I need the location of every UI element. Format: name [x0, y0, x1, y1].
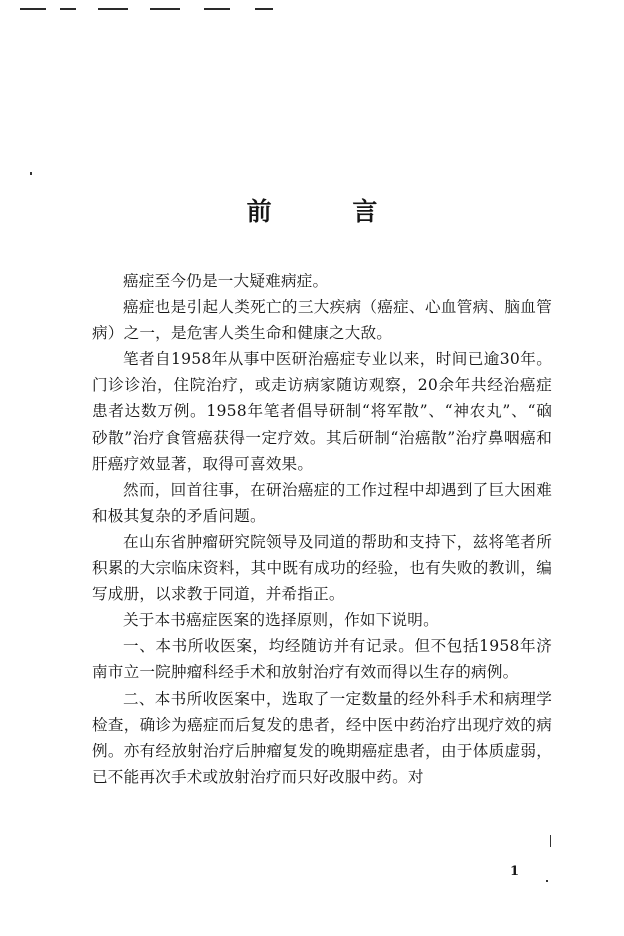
paragraph: 一、本书所收医案，均经随访并有记录。但不包括1958年济南市立一院肿瘤科经手术和放射治疗有效而得以生存的病例。: [92, 637, 552, 682]
paragraph: 在山东省肿瘤研究院领导及同道的帮助和支持下，兹将笔者所积累的大宗临床资料，其中既有成功的经验，也有失败的教训，编写成册，以求教于同道，并希指正。: [92, 532, 552, 604]
scan-mark: [98, 8, 128, 10]
paragraph: 癌症也是引起人类死亡的三大疾病（癌症、心血管病、脑血管病）之一，是危害人类生命和健康之大敌。: [92, 298, 552, 343]
paragraph: 癌症至今仍是一大疑难病症。: [123, 272, 329, 290]
scan-mark: [20, 8, 46, 10]
scan-speck: [30, 172, 32, 175]
scan-speck: [546, 880, 548, 882]
paragraph: 关于本书癌症医案的选择原则，作如下说明。: [123, 611, 439, 630]
scan-mark: [150, 8, 180, 10]
paragraph: 然而，回首往事，在研治癌症的工作过程中却遇到了巨大困难和极其复杂的矛盾问题。: [92, 480, 552, 525]
paragraph: 笔者自1958年从事中医研治癌症专业以来，时间已逾30年。门诊诊治，住院治疗，或走访病家随访观察，20余年共经治癌症患者达数万例。1958年笔者倡导研制“将军散”、“神农丸”、“硇砂散”治疗食管癌获得一定疗效。其后研制“治癌散”治疗鼻咽癌和肝癌疗效显著，取得可喜效果。: [92, 350, 552, 473]
preface-body: [92, 268, 552, 790]
page-title: 前 言: [246, 197, 414, 226]
scan-mark: [204, 8, 230, 10]
page-number: 1: [510, 864, 520, 879]
scan-mark: [255, 8, 273, 10]
scan-speck: [550, 835, 551, 847]
scan-mark: [60, 8, 76, 10]
paragraph: 二、本书所收医案中，选取了一定数量的经外科手术和病理学检查，确诊为癌症而后复发的患者，经中医中药治疗出现疗效的病例。亦有经放射治疗后肿瘤复发的晚期癌症患者，由于体质虚弱，已不能再次手术或放射治疗而只好改服中药。对: [92, 689, 552, 786]
